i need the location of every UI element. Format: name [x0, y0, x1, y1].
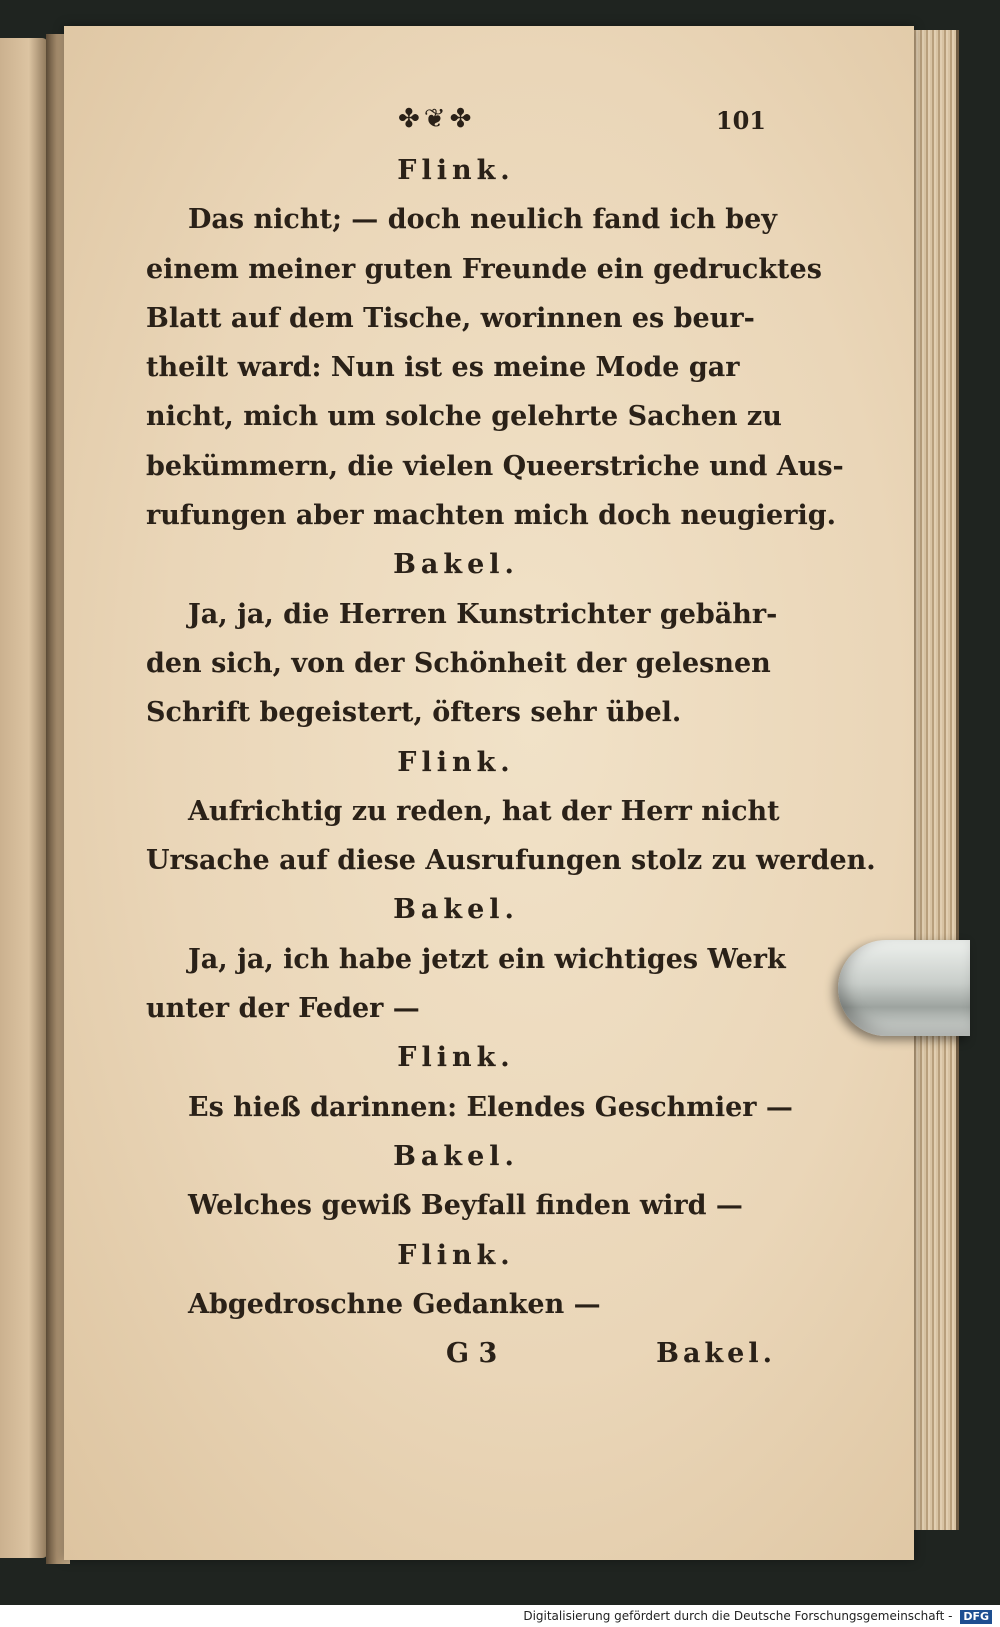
- page-stack-edge: [912, 30, 959, 1530]
- text-line: Aufrichtig zu reden, hat der Herr nicht: [188, 795, 780, 827]
- text-line: Blatt auf dem Tische, worinnen es beur-: [146, 302, 755, 334]
- page-header: [146, 100, 766, 146]
- text-line: Abgedroschne Gedanken —: [188, 1288, 601, 1320]
- text-line: Welches gewiß Beyfall finden wird —: [188, 1190, 743, 1222]
- text-line: Das nicht; — doch neulich fand ich bey: [188, 204, 777, 236]
- page-number: 101: [715, 106, 766, 135]
- speaker-name: Bakel.: [393, 549, 519, 581]
- text-line: Es hieß darinnen: Elendes Geschmier —: [188, 1091, 793, 1123]
- text-line: bekümmern, die vielen Queerstriche und Aus-: [146, 450, 844, 482]
- page-text-block: [146, 100, 876, 1378]
- speaker-name: Flink.: [397, 1042, 515, 1074]
- text-line: den sich, von der Schönheit der gelesnen: [146, 647, 771, 679]
- speaker-name: Flink.: [397, 746, 515, 778]
- text-line: rufungen aber machten mich doch neugierig.: [146, 500, 836, 532]
- dfg-logo: DFG: [960, 1610, 992, 1624]
- speaker-name: Flink.: [397, 155, 515, 186]
- catchword: Bakel.: [656, 1338, 776, 1370]
- text-line: einem meiner guten Freunde ein gedrucktes: [146, 253, 822, 285]
- credit-text: Digitalisierung gefördert durch die Deutsche Forschungsgemeinschaft -: [523, 1609, 953, 1623]
- text-line: Schrift begeistert, öfters sehr übel.: [146, 697, 682, 729]
- signature-mark: G 3: [446, 1338, 498, 1370]
- page-footer: [146, 1329, 776, 1378]
- header-ornament: ✤❦✤: [398, 104, 476, 134]
- text-line: Ursache auf diese Ausrufungen stolz zu werden.: [146, 845, 876, 877]
- speaker-name: Bakel.: [393, 894, 519, 926]
- text-line: Ja, ja, die Herren Kunstrichter gebähr-: [188, 598, 778, 630]
- text-line: unter der Feder —: [146, 993, 420, 1025]
- previous-page-edge: [0, 38, 48, 1558]
- speaker-name: Flink.: [397, 1239, 515, 1271]
- text-lines: [146, 146, 876, 1329]
- speaker-name: Bakel.: [393, 1140, 519, 1172]
- text-line: Ja, ja, ich habe jetzt ein wichtiges Werk: [188, 943, 786, 975]
- digitization-credit: [0, 1605, 1000, 1627]
- page-holder-clip: [838, 940, 970, 1036]
- text-line: theilt ward: Nun ist es meine Mode gar: [146, 352, 740, 384]
- text-line: nicht, mich um solche gelehrte Sachen zu: [146, 401, 782, 433]
